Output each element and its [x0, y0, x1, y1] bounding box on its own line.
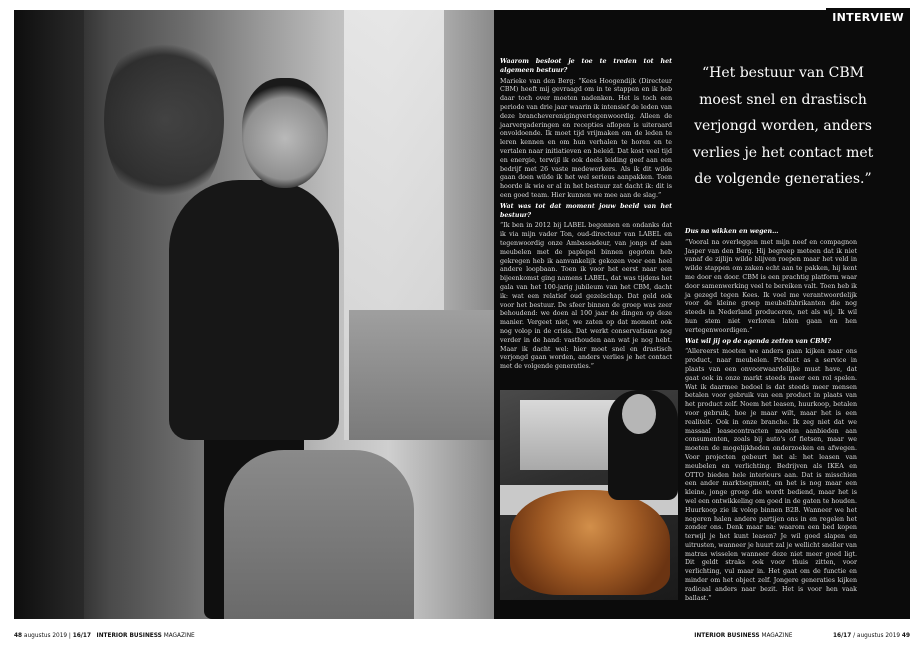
- question-1: Waarom besloot je toe te treden tot het algemeen bestuur?: [500, 58, 672, 74]
- photo-sideboard: [349, 310, 494, 440]
- photo-plant: [104, 30, 224, 210]
- footer-right-issue: 16/17: [833, 633, 852, 639]
- photo-worker-head: [622, 394, 656, 434]
- portrait-photo: [14, 10, 494, 619]
- footer-right-date: augustus 2019: [856, 633, 901, 639]
- question-2: Wat was tot dat moment jouw beeld van het bestuur?: [500, 202, 672, 219]
- answer-3: “Vooral na overleggen met mijn neef en compagnon Jasper van den Berg. Hij begreep meteen dat ik niet vanaf de zijlijn wilde blijven roepen maar het veld in wilde stappen om zaken echt aan te pakken, hij kent me door en door. CBM is een prachtig platform waar door samenwerking veel te bereiken valt. Toen heb ik ja gezegd tegen Kees. Ik voel me verantwoordelijk voor de kleine groep meubelfabrikanten die nog steeds in Nederland produceren, net als wij. Ik wil hun stem niet verloren laten gaan en hen vertegenwoordigen.”: [685, 238, 857, 334]
- pull-quote: “Het bestuur van CBM moest snel en drastisch verjongd worden, anders verlies je het contact met de volgende generaties.”: [692, 65, 874, 187]
- photo-doorframe: [14, 10, 84, 619]
- footer-left-page: 48: [14, 633, 23, 639]
- footer-left-date: augustus 2019: [23, 633, 68, 639]
- photo-person-body: [169, 180, 339, 440]
- answer-2: “Ik ben in 2012 bij LABEL begonnen en ondanks dat ik via mijn vader Ton, oud-directeur van LABEL en tegenwoordig onze Ambassadeur, van jongs af aan meubelen met de paplepel binnen gegoten heb gekregen heb ik aanvankelijk gekozen voor een heel andere loopbaan. Toen ik voor het eerst naar een bijeenkomst ging namens LABEL, dat was tijdens het gala van het 100-jarig jubileum van het CBM, dacht ik: wat een relatief oud gezelschap. Dat geld ook voor het bestuur. De sfeer binnen de groep was zeer behoudend: we doen al 100 jaar de dingen op deze manier. Vergeet niet, we zaten op dat moment ook nog volop in de crisis. Dat werkt conservatisme nog verder in de hand: vasthouden aan wat je nog hebt. Maar ik dacht wel: hier moet snel en drastisch verjongd gaan worden, anders verlies je het contact met de volgende generaties.”: [500, 222, 672, 371]
- footer-right-magazine-suffix: MAGAZINE: [761, 633, 793, 639]
- photo-person-head: [242, 78, 328, 188]
- footer-right-magazine: INTERIOR BUSINESS: [694, 633, 760, 639]
- question-3: Dus na wikken en wegen…: [685, 228, 779, 235]
- footer-right-page: 49: [901, 633, 910, 639]
- footer-right: INTERIOR BUSINESS MAGAZINE 16/17 / augustus 2019 49: [694, 633, 910, 639]
- footer-left: 48 augustus 2019 | 16/17 INTERIOR BUSINESS MAGAZINE: [14, 633, 195, 639]
- footer-left-issue: 16/17: [72, 633, 91, 639]
- footer-left-magazine-suffix: MAGAZINE: [163, 633, 195, 639]
- section-tag: INTERVIEW: [826, 8, 910, 27]
- photo-chair: [224, 450, 414, 619]
- text-column-2: [685, 228, 857, 605]
- answer-4: “Allereerst moeten we anders gaan kijken naar ons product, naar meubelen. Product as a service in plaats van een onvoorwaardelijke must have, dat gaat ook in onze markt steeds meer een rol spelen. Wat ik daarmee bedoel is dat steeds meer mensen betalen voor gebruik van een product in plaats van het product zelf. Noem het leasen, huurkoop, betalen voor gebruik, hoe je maar wilt, maar het is een realiteit. Ook in onze branche. Ik zeg niet dat we massaal leasecontracten moeten aanbieden aan consumenten, zoals bij auto's of fietsen, maar we moeten de mogelijkheden onderzoeken en afwegen. Voor projecten gebeurt het al: het leasen van meubelen en verlichting. Bedrijven als IKEA en OTTO bieden hele interieurs aan. Dat is misschien een ander marktsegment, en het is nog maar een kleine, jonge groep die wordt bediend, maar het is wel een ontwikkeling om goed in de gaten te houden. Huurkoop zie ik volop binnen B2B. Wanneer we het negeren halen andere partijen ons in en regelen het zonder ons. Denk maar na: waarom een bed kopen terwijl je het kunt leasen? Je wil goed slapen en uitrusten, wanneer je huurt zal je wellicht sneller van matras wisselen wanneer deze niet meer goed ligt. Dit geldt straks ook voor thuis zitten, voor verlichting, vul maar in. Het gaat om de functie en minder om het object zelf. Jongere generaties kijken radicaal anders naar bezit. Het is voor hen vaak ballast.”: [685, 348, 857, 602]
- question-4: Wat wil jij op de agenda zetten van CBM?: [685, 337, 832, 345]
- footer-left-magazine: INTERIOR BUSINESS: [96, 633, 162, 639]
- text-column-1: [500, 58, 672, 374]
- answer-1: Marieke van den Berg: “Kees Hoogendijk (Directeur CBM) heeft mij gevraagd om in te stappen en ik heb daar toch over moeten nadenken. Het is toch een periode van drie jaar waarin ik intensief de leden van deze brancheverenigingvertegenwoordig. Alleen de jaarvergaderingen en recepties aflopen is uiteraard onvoldoende. Ik moet tijd vrijmaken om de leden te leren kennen en om hun verhalen te horen en te vertalen naar initiatieven en beleid. Dat kost veel tijd en energie, terwijl ik ook deels leiding geef aan een bedrijf met 26 vaste medewerkers. Als ik dit wilde gaan doen wilde ik het wel serieus aanpakken. Toen hoorde ik wie er al in het bestuur zat dacht ik: dit is een goed team. Hier kunnen we mee aan de slag.”: [500, 77, 672, 199]
- photo-leather: [510, 490, 670, 595]
- workshop-photo: [500, 390, 678, 600]
